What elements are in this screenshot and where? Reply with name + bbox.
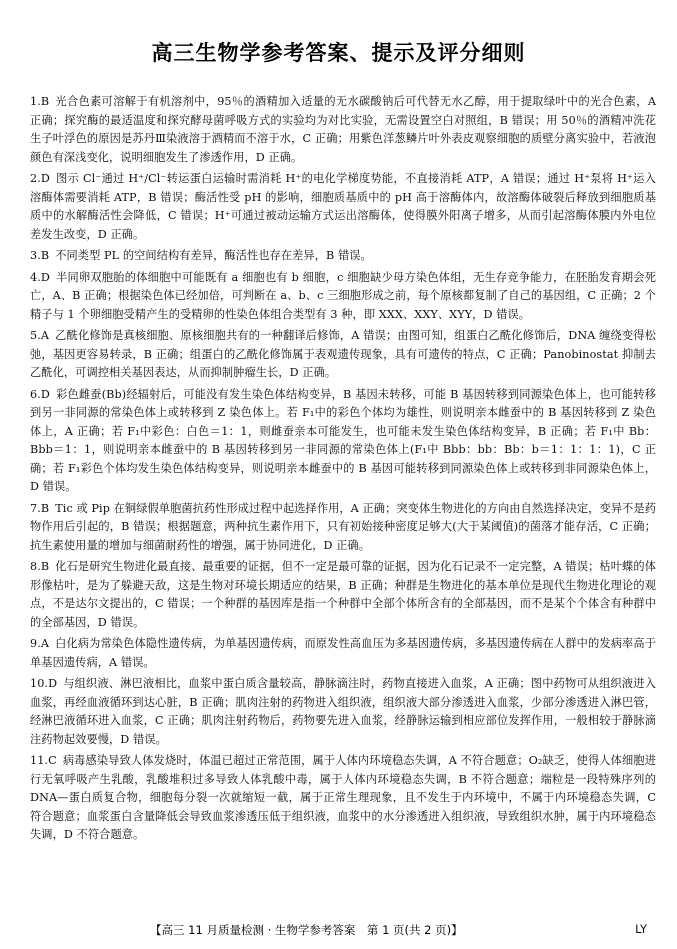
answer-number: 1.B <box>30 95 50 108</box>
answer-number: 4.D <box>30 270 50 284</box>
answer-item <box>30 327 656 383</box>
answer-number: 10.D <box>30 677 58 690</box>
answer-list <box>30 93 656 848</box>
answer-item <box>30 675 656 749</box>
answer-item <box>30 558 656 632</box>
answer-text: 彩色雌蚕(Bb)经辐射后，可能没有发生染色体结构变异，B 基因未转移，可能 B 基因转移到同源染色体上，也可能转移到另一非同源的常染色体上或转移到 Z 染色体上。若 F₁中的彩色个体均为雄性，则说明亲本雌蚕中的 B 基因转移到 Z 染色体上，A 正确；若 F₁中彩色：白色＝1：1，则雌蚕亲本可能发生，也可能未发生染色体结构变异，B 正确；若 F₁中 Bb：Bbb＝1：1，则说明亲本雌蚕中的 B 基因转移到另一非同源的常染色体上(F₁中 Bbb：bb：Bb：b＝1：1：1：1)，C 正确；若 F₁彩色个体均发生染色体结构变异，则说明亲本雌蚕中的 B 基因可能转移到同源染色体上或转移到非同源染色体上，D 错误。 <box>30 387 656 493</box>
answer-number: 3.B <box>30 249 50 262</box>
answer-item <box>30 269 656 325</box>
answer-number: 5.A <box>30 329 50 342</box>
answer-number: 8.B <box>30 560 50 573</box>
answer-number: 9.A <box>30 637 50 650</box>
page-title: 高三生物学参考答案、提示及评分细则 <box>151 41 526 65</box>
footer-code: LY <box>635 922 647 936</box>
answer-text: 与组织液、淋巴液相比，血浆中蛋白质含量较高，静脉滴注时，药物直接进入血浆，A 正确；图中药物可从组织液进入血浆，再经血液循环到达心脏，B 正确；肌肉注射的药物进入组织液，组织液大部分渗透进入血浆，少部分渗透进入淋巴管，经淋巴液循环进入血浆，C 正确；肌肉注射药物后，药物要先进入血浆，经静脉运输到相应部位发挥作用，一般相较于静脉滴注药物起效要慢，D 错误。 <box>30 677 656 746</box>
answer-item <box>30 500 656 556</box>
answer-text: 白化病为常染色体隐性遗传病，为单基因遗传病，而原发性高血压为多基因遗传病，多基因遗传病在人群中的发病率高于单基因遗传病，A 错误。 <box>30 637 656 669</box>
answer-number: 2.D <box>30 172 50 185</box>
answer-text: 图示 Cl⁻通过 H⁺/Cl⁻转运蛋白运输时需消耗 H⁺的电化学梯度势能，不直接消耗 ATP，A 错误；通过 H⁺泵将 H⁺运入溶酶体需要消耗 ATP，B 错误；酶活性受 pH 的影响，细胞质基质中的 pH 高于溶酶体内，故溶酶体破裂后释放到细胞质基质中的水解酶活性会降低，C 错误；H⁺可通过被动运输方式运出溶酶体，使得膜外阳离子增多，从而引起溶酶体膜内外电位差发生改变，D 正确。 <box>30 172 656 241</box>
answer-text: 不同类型 PL 的空间结构有差异，酶活性也存在差异，B 错误。 <box>55 249 372 262</box>
answer-number: 7.B <box>30 501 50 515</box>
answer-item <box>30 386 656 497</box>
answer-text: 化石是研究生物进化最直接、最重要的证据，但不一定是最可靠的证据，因为化石记录不一定完整，A 错误；枯叶蝶的体形像枯叶，是为了躲避天敌，这是生物对环境长期适应的结果，B 正确；种群是生物进化的基本单位是现代生物进化理论的观点，不是达尔文提出的，C 错误；一个种群的基因库是指一个种群中全部个体所含有的全部基因，而不是某个个体含有种群中的全部基因，D 错误。 <box>30 560 656 629</box>
answer-text: Tic 或 Pip 在铜绿假单胞菌抗药性形成过程中起选择作用，A 正确；突变体生物进化的方向由自然选择决定，变异不是药物作用后引起的，B 错误；根据题意，两种抗生素作用下，只有初始接种密度足够大(大于某阈值)的菌落才能存活，C 正确；抗生素使用量的增加与细菌耐药性的增强，属于协同进化，D 正确。 <box>30 501 656 552</box>
answer-text: 半同卵双胞胎的体细胞中可能既有 a 细胞也有 b 细胞，c 细胞缺少母方染色体组，无生存竞争能力，在胚胎发育期会死亡，A、B 正确；根据染色体已经加倍，可判断在 a、b、c 三细胞形成之前，每个原核都复制了自己的基因组，C 正确；2 个精子与 1 个卵细胞受精产生的受精卵的性染色体组合类型有 3 种，即 XXX、XXY、XYY，D 错误。 <box>30 270 656 321</box>
answer-item <box>30 170 656 244</box>
answer-text: 乙酰化修饰是真核细胞、原核细胞共有的一种翻译后修饰，A 错误；由图可知，组蛋白乙酰化修饰后，DNA 缠绕变得松弛，基因更容易转录，B 正确；组蛋白的乙酰化修饰属于表观遗传现象，具有可遗传的特点，C 正确；Panobinostat 抑制去乙酰化，可调控相关基因表达，从而抑制肿瘤生长，D 正确。 <box>30 329 656 379</box>
page-footer: 【高三 11 月质量检测 · 生物学参考答案 第 1 页(共 2 页)】 <box>150 923 463 937</box>
answer-item <box>30 247 656 266</box>
answer-text: 病毒感染导致人体发烧时，体温已超过正常范围，属于人体内环境稳态失调，A 不符合题意；O₂缺乏，使得人体细胞进行无氧呼吸产生乳酸，乳酸堆积过多导致人体乳酸中毒，属于人体内环境稳态失调，B 不符合题意；端粒是一段特殊序列的 DNA—蛋白质复合物，细胞每分裂一次就缩短一截，属于正常生理现象，且不发生于内环境中，不属于内环境稳态失调，C 符合题意；血浆蛋白含量降低会导致血浆渗透压低于组织液，血浆中的水分渗透进入组织液，导致组织水肿，属于内环境稳态失调，D 不符合题意。 <box>30 754 656 841</box>
answer-number: 6.D <box>30 387 50 401</box>
answer-item <box>30 635 656 672</box>
answer-number: 11.C <box>30 754 57 767</box>
answer-text: 光合色素可溶解于有机溶剂中，95％的酒精加入适量的无水碳酸钠后可代替无水乙醇，用于提取绿叶中的光合色素，A 正确；探究酶的最适温度和探究酵母菌呼吸方式的实验均为对比实验，无需设置空白对照组，B 错误；用 50％的酒精冲洗花生子叶浮色的原因是苏丹Ⅲ染液溶于酒精而不溶于水，C 正确；用紫色洋葱鳞片叶外表皮观察细胞的质壁分离实验中，若液泡颜色有深浅变化，说明细胞发生了渗透作用，D 正确。 <box>30 95 656 164</box>
answer-item <box>30 93 656 167</box>
answer-item <box>30 752 656 845</box>
